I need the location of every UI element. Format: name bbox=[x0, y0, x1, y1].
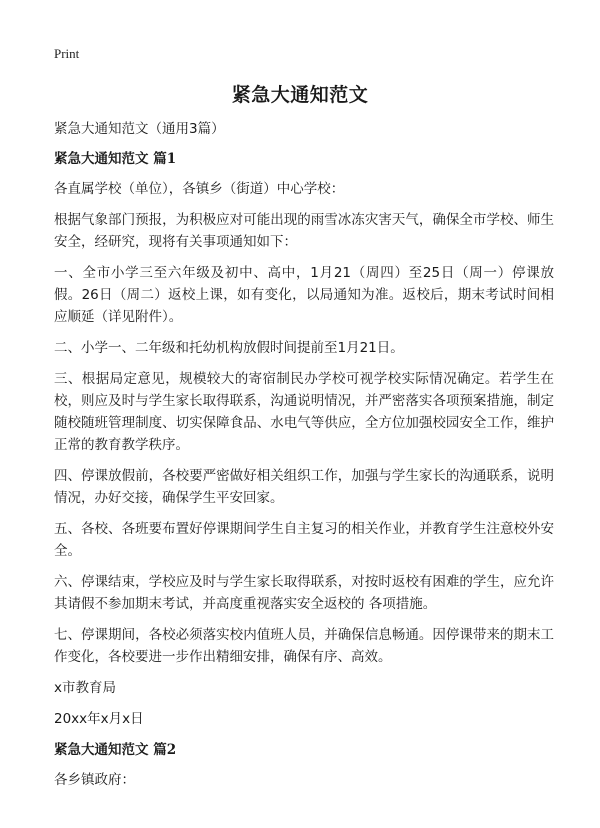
issue-date: 20xx年x月x日 bbox=[54, 711, 144, 727]
salutation: 各直属学校（单位），各镇乡（街道）中心学校： bbox=[54, 181, 345, 197]
document-body bbox=[54, 118, 554, 800]
notice-item-1: 一、全市小学三至六年级及初中、高中，1月21（周四）至25日（周一）停课放假。26日（周二）返校上课，如有变化，以局通知为准。返校后，期末考试时间相应顺延（详见附件）。 bbox=[54, 265, 554, 325]
page-title: 紧急大通知范文 bbox=[231, 84, 369, 106]
print-link[interactable]: Print bbox=[54, 46, 80, 61]
section-heading-2: 紧急大通知范文 篇2 bbox=[54, 742, 177, 758]
document-subtitle: 紧急大通知范文（通用3篇） bbox=[54, 121, 225, 137]
notice-item-3: 三、根据局定意见，规模较大的寄宿制民办学校可视学校实际情况确定。若学生在校，则应及时与学生家长取得联系，沟通说明情况，并严密落实各项预案措施，制定随校随班管理制度、切实保障食品、水电气等供应，全方位加强校园安全工作，维护正常的教育教学秩序。 bbox=[54, 371, 554, 453]
section-heading-1: 紧急大通知范文 篇1 bbox=[54, 151, 177, 167]
issuer: x市教育局 bbox=[54, 680, 116, 696]
intro-paragraph: 根据气象部门预报，为积极应对可能出现的雨雪冰冻灾害天气，确保全市学校、师生安全，经研究，现将有关事项通知如下： bbox=[54, 212, 554, 250]
notice-item-4: 四、停课放假前，各校要严密做好相关组织工作，加强与学生家长的沟通联系，说明情况，办好交接，确保学生平安回家。 bbox=[54, 468, 554, 506]
salutation-2: 各乡镇政府： bbox=[54, 772, 135, 788]
notice-item-6: 六、停课结束，学校应及时与学生家长取得联系，对按时返校有困难的学生，应允许其请假不参加期末考试，并高度重视落实安全返校的 各项措施。 bbox=[54, 574, 554, 612]
notice-item-2: 二、小学一、二年级和托幼机构放假时间提前至1月21日。 bbox=[54, 340, 404, 356]
notice-item-7: 七、停课期间，各校必须落实校内值班人员，并确保信息畅通。因停课带来的期末工作变化，各校要进一步作出精细安排，确保有序、高效。 bbox=[54, 627, 554, 665]
notice-item-5: 五、各校、各班要布置好停课期间学生自主复习的相关作业，并教育学生注意校外安全。 bbox=[54, 521, 554, 559]
